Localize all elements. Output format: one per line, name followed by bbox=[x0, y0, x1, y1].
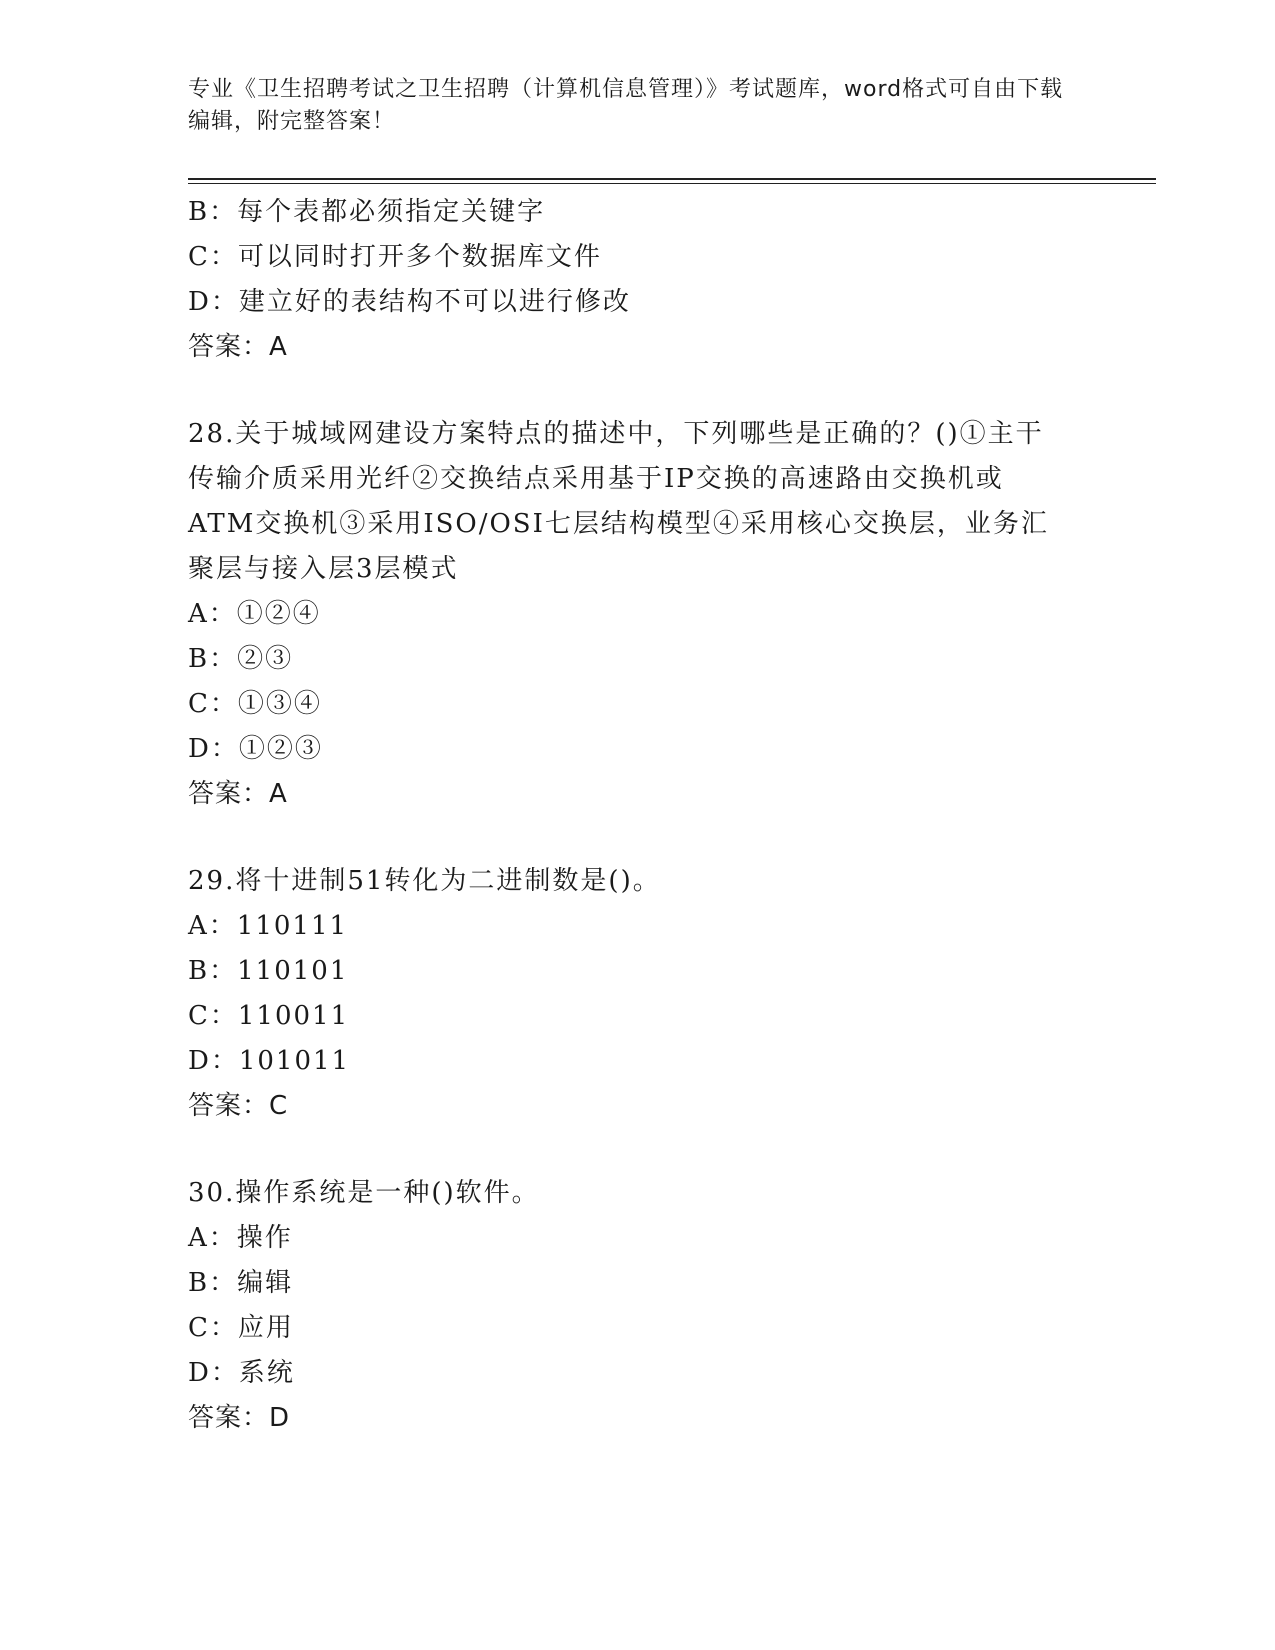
document-header: 专业《卫生招聘考试之卫生招聘（计算机信息管理）》考试题库，word格式可自由下载编辑，附完整答案！ bbox=[188, 77, 1064, 134]
option-line: B：110101 bbox=[188, 956, 349, 986]
answer-line: 答案：C bbox=[188, 1091, 289, 1121]
question-stem-line: 30.操作系统是一种()软件。 bbox=[188, 1178, 540, 1208]
option-line: D：系统 bbox=[188, 1358, 295, 1388]
option-line: B：每个表都必须指定关键字 bbox=[188, 197, 546, 227]
header-rule-thin bbox=[188, 183, 1156, 184]
option-line: C：①③④ bbox=[188, 689, 322, 719]
answer-line: 答案：D bbox=[188, 1403, 291, 1433]
answer-line: 答案：A bbox=[188, 332, 288, 362]
continued-question bbox=[188, 190, 1088, 370]
question-stem-line: 29.将十进制51转化为二进制数是()。 bbox=[188, 866, 661, 896]
option-line: D：建立好的表结构不可以进行修改 bbox=[188, 287, 631, 317]
option-line: B：编辑 bbox=[188, 1268, 294, 1298]
question-stem-line: 28.关于城域网建设方案特点的描述中，下列哪些是正确的？()①主干 bbox=[188, 419, 1044, 449]
question-stem-line: 聚层与接入层3层模式 bbox=[188, 554, 459, 584]
question-28 bbox=[188, 412, 1088, 817]
option-line: D：①②③ bbox=[188, 734, 323, 764]
option-line: A：①②④ bbox=[188, 599, 321, 629]
option-line: B：②③ bbox=[188, 644, 294, 674]
question-stem-line: ATM交换机③采用ISO/OSI七层结构模型④采用核心交换层，业务汇 bbox=[188, 509, 1049, 539]
option-line: A：110111 bbox=[188, 911, 349, 941]
question-30 bbox=[188, 1171, 1088, 1441]
option-line: C：110011 bbox=[188, 1001, 350, 1031]
header-rule-thick bbox=[188, 178, 1156, 180]
option-line: D：101011 bbox=[188, 1046, 351, 1076]
question-stem-line: 传输介质采用光纤②交换结点采用基于IP交换的高速路由交换机或 bbox=[188, 464, 1004, 494]
option-line: C：可以同时打开多个数据库文件 bbox=[188, 242, 602, 272]
answer-line: 答案：A bbox=[188, 779, 288, 809]
option-line: A：操作 bbox=[188, 1223, 293, 1253]
question-29 bbox=[188, 859, 1088, 1129]
option-line: C：应用 bbox=[188, 1313, 294, 1343]
question-list bbox=[188, 190, 1088, 1441]
